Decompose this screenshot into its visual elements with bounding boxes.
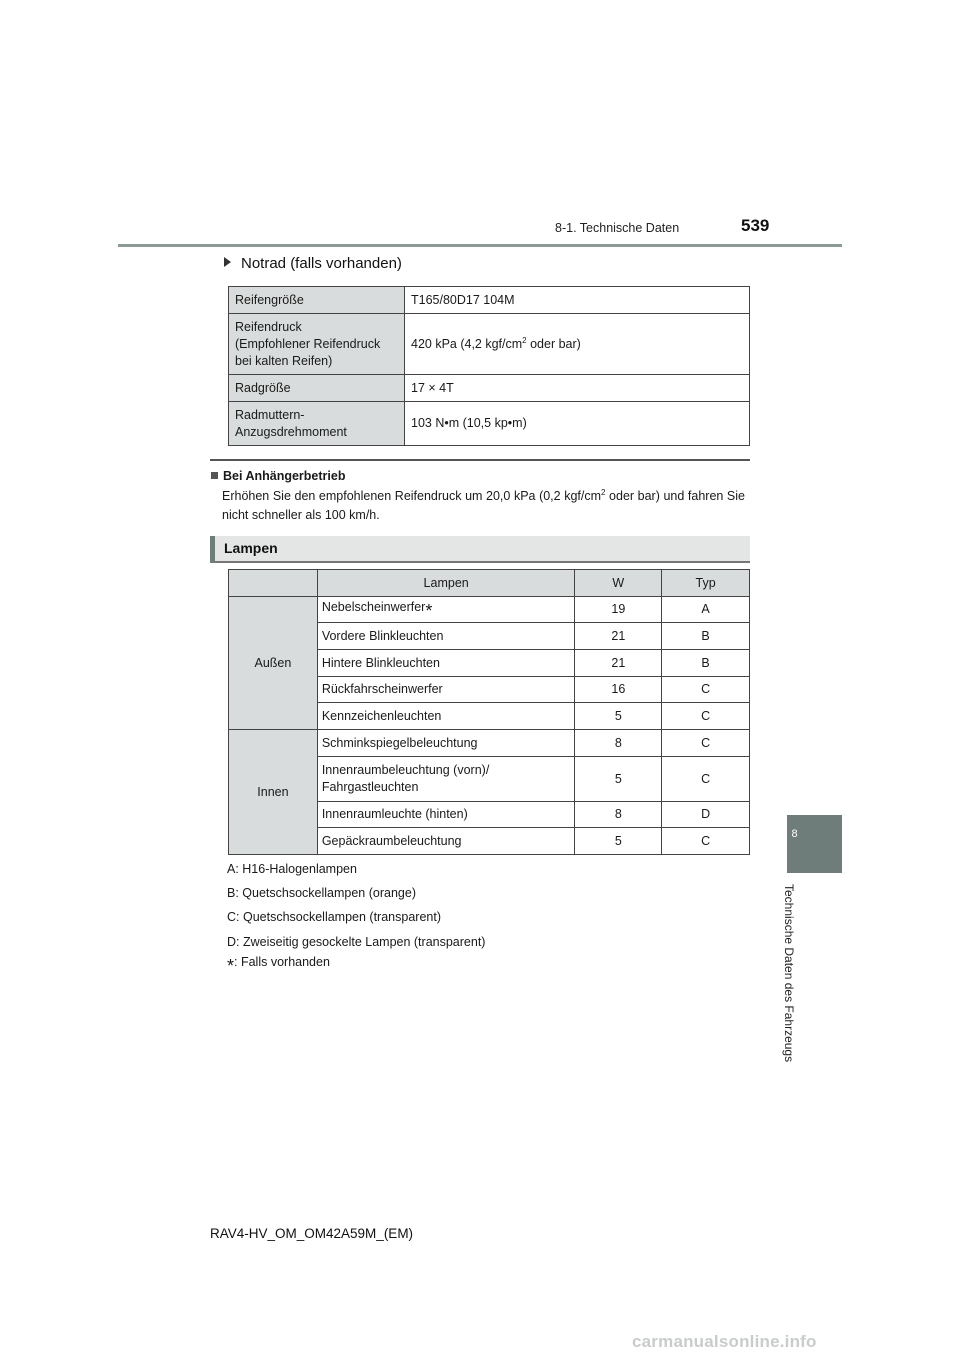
spare-tire-heading-text: Notrad (falls vorhanden)	[241, 255, 402, 272]
lamp-name: Innenraumbeleuchtung (vorn)/	[321, 763, 490, 777]
lamps-table	[228, 569, 750, 855]
lamp-name-cell: Hintere Blinkleuchten	[317, 650, 575, 677]
page-number: 539	[741, 216, 770, 235]
triangle-bullet-icon	[224, 257, 231, 267]
footnote-star: *	[227, 956, 235, 976]
table-label-cell	[229, 402, 405, 446]
table-header-empty	[229, 570, 318, 597]
paragraph-text: oder bar) und fahren Sie nicht schneller als 100 km/h.	[222, 489, 746, 522]
lamp-watt-cell: 5	[575, 828, 662, 855]
lamp-name: Fahrgastleuchten	[321, 780, 419, 794]
lamp-watt-cell: 21	[575, 623, 662, 650]
group-cell-innen: Innen	[229, 730, 318, 855]
table-value-cell: 17 × 4T	[405, 375, 750, 402]
legend-item: D: Zweiseitig gesockelte Lampen (transparent)	[227, 935, 486, 949]
footnote-star: *	[425, 601, 433, 621]
lamp-watt-cell: 16	[575, 677, 662, 703]
lamp-type-cell: B	[662, 650, 750, 677]
lamp-type-cell: C	[662, 703, 750, 730]
table-row	[229, 314, 750, 375]
table-label-cell: Radgröße	[229, 375, 405, 402]
lamp-name-cell: Gepäckraumbeleuchtung	[317, 828, 575, 855]
lamp-type-cell: D	[662, 802, 750, 828]
label-line: Reifendruck	[235, 319, 302, 334]
table-row	[229, 375, 750, 402]
table-label-cell	[229, 314, 405, 375]
table-header-row	[229, 570, 750, 597]
label-line: bei kalten Reifen)	[235, 353, 333, 368]
square-bullet-icon	[211, 472, 218, 479]
lamps-section-bar	[210, 536, 750, 563]
chapter-tab[interactable]	[787, 815, 842, 873]
lamp-type-cell: C	[662, 730, 750, 757]
lamp-name-cell: Vordere Blinkleuchten	[317, 623, 575, 650]
lamp-name: Nebelscheinwerfer	[321, 600, 426, 614]
lamp-name-cell: Kennzeichenleuchten	[317, 703, 575, 730]
legend-item: C: Quetschsockellampen (transparent)	[227, 910, 441, 924]
lamp-watt-cell: 21	[575, 650, 662, 677]
table-row	[229, 402, 750, 446]
value-text: oder bar)	[526, 336, 581, 351]
lamp-watt-cell: 5	[575, 757, 662, 802]
label-line: (Empfohlener Reifendruck	[235, 336, 381, 351]
table-header-cell: Typ	[662, 570, 750, 597]
footnote	[227, 955, 330, 977]
lamp-name-cell: Schminkspiegelbeleuchtung	[317, 730, 575, 757]
legend-item: A: H16-Halogenlampen	[227, 862, 357, 876]
table-row	[229, 287, 750, 314]
label-line: Radmuttern-	[235, 407, 305, 422]
trailer-heading-text: Bei Anhängerbetrieb	[223, 469, 346, 483]
lamp-watt-cell: 19	[575, 597, 662, 623]
label-line: Anzugsdrehmoment	[235, 424, 347, 439]
trailer-paragraph	[222, 487, 745, 525]
spare-tire-table	[228, 286, 750, 446]
table-value-cell	[405, 314, 750, 375]
lamp-name-cell: Innenraumleuchte (hinten)	[317, 802, 575, 828]
superscript: 2	[522, 335, 527, 345]
lamp-name-cell	[317, 757, 575, 802]
section-accent	[210, 536, 215, 563]
table-row	[229, 730, 750, 757]
lamps-section-title: Lampen	[224, 540, 278, 556]
watermark: carmanualsonline.info	[632, 1332, 817, 1351]
section-divider	[210, 459, 750, 461]
table-value-cell: 103 N•m (10,5 kp•m)	[405, 402, 750, 446]
table-header-cell: Lampen	[317, 570, 575, 597]
header-rule	[118, 244, 842, 247]
table-row	[229, 597, 750, 623]
value-text: 420 kPa (4,2 kgf/cm	[411, 336, 523, 351]
lamp-watt-cell: 8	[575, 802, 662, 828]
lamp-type-cell: C	[662, 757, 750, 802]
chapter-number: 8	[791, 828, 798, 840]
table-value-cell: T165/80D17 104M	[405, 287, 750, 314]
table-header-cell: W	[575, 570, 662, 597]
document-code: RAV4-HV_OM_OM42A59M_(EM)	[210, 1226, 414, 1241]
lamp-type-cell: C	[662, 677, 750, 703]
footnote-text: : Falls vorhanden	[234, 955, 330, 969]
lamp-type-cell: C	[662, 828, 750, 855]
lamp-name-cell	[317, 597, 575, 623]
lamp-watt-cell: 5	[575, 703, 662, 730]
lamp-type-cell: A	[662, 597, 750, 623]
section-title: 8-1. Technische Daten	[555, 221, 680, 235]
chapter-side-title	[782, 884, 812, 1084]
table-label-cell: Reifengröße	[229, 287, 405, 314]
lamp-watt-cell: 8	[575, 730, 662, 757]
group-cell-aussen: Außen	[229, 597, 318, 730]
paragraph-text: Erhöhen Sie den empfohlenen Reifendruck um 20,0 kPa (0,2 kgf/cm	[222, 489, 602, 503]
chapter-title-text: Technische Daten des Fahrzeugs	[782, 884, 796, 1063]
legend-item: B: Quetschsockellampen (orange)	[227, 886, 416, 900]
spare-tire-heading	[224, 255, 402, 272]
superscript: 2	[601, 487, 606, 497]
lamp-name-cell: Rückfahrscheinwerfer	[317, 677, 575, 703]
trailer-heading	[211, 469, 345, 483]
lamp-type-cell: B	[662, 623, 750, 650]
